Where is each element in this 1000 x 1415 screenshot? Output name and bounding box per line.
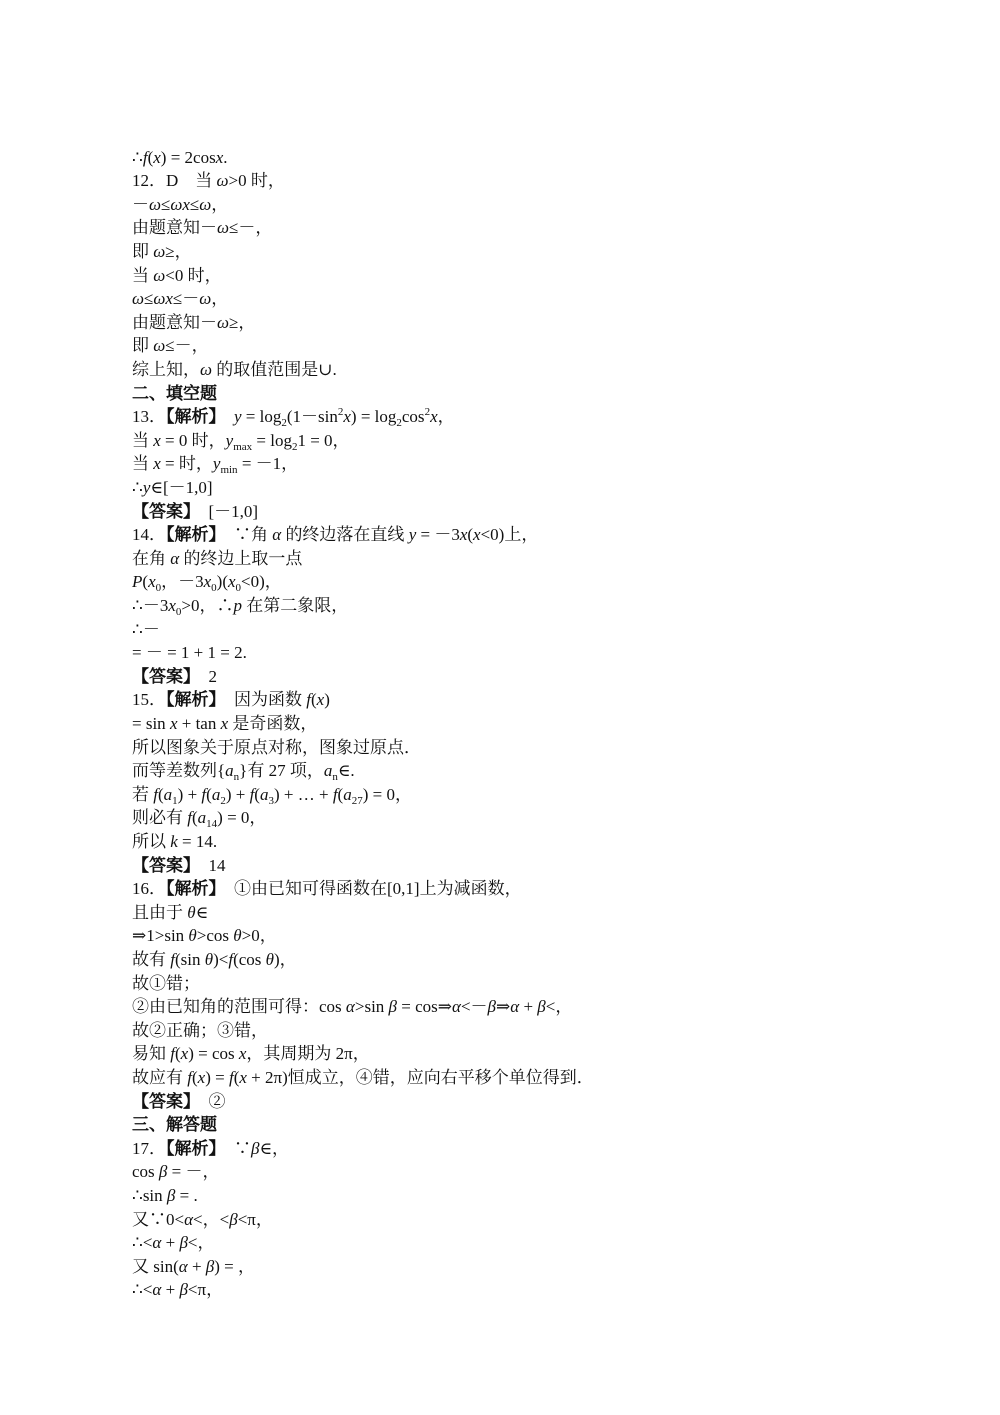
math-variable: x	[148, 572, 156, 592]
math-variable: ω	[153, 336, 166, 356]
math-variable: x	[153, 454, 161, 474]
text-run: (	[157, 784, 164, 804]
text-run: ) = 2cos	[160, 147, 216, 167]
math-variable: θ	[265, 949, 275, 969]
text-run: )<	[213, 949, 229, 969]
subscript: 1	[172, 794, 178, 807]
text-line	[132, 759, 355, 782]
text-run: (	[310, 690, 317, 710]
text-run: 又∵0<	[132, 1209, 185, 1229]
text-line	[132, 972, 200, 995]
math-variable: ω	[200, 359, 213, 379]
text-run: ≤	[189, 194, 200, 214]
math-variable: a	[343, 784, 352, 804]
text-run: ∴	[132, 477, 143, 497]
text-run: 当	[132, 454, 154, 474]
math-variable: x	[316, 690, 325, 710]
text-run: 则必有	[132, 808, 188, 828]
math-variable: ω	[153, 241, 166, 261]
math-variable: y	[234, 407, 242, 427]
text-run: + 2π)恒成立，④错，应向右平移个单位得到．	[246, 1067, 594, 1087]
text-line	[132, 1231, 215, 1254]
bold-label: 【解析】	[166, 879, 217, 899]
text-run: ∈[－1,0]	[150, 477, 213, 497]
text-run: >sin	[354, 997, 389, 1017]
text-run: cos	[401, 407, 425, 427]
text-run: ①由已知可得函数在[0,1]上为减函数，	[217, 879, 522, 899]
text-line	[132, 901, 208, 924]
math-variable: β	[388, 997, 398, 1017]
text-run: (cos	[233, 949, 266, 969]
math-variable: f	[306, 690, 311, 710]
text-run	[217, 407, 234, 426]
text-run: )(	[216, 572, 228, 592]
text-run: 由题意知－	[132, 218, 217, 238]
subscript: 2	[291, 440, 298, 453]
text-run: (1－sin	[286, 407, 338, 427]
math-variable: ωx	[170, 194, 190, 214]
bold-label: 【解析】	[166, 1138, 217, 1158]
text-run: = 0 时，	[160, 430, 226, 450]
text-run: 故②正确；③错，	[132, 1020, 268, 1040]
text-line	[132, 736, 421, 759]
text-line	[132, 712, 317, 735]
text-run: (	[142, 572, 149, 592]
bold-label: 【答案】	[132, 855, 192, 875]
text-line	[132, 995, 572, 1018]
math-variable: x	[238, 1044, 247, 1064]
math-variable: y	[225, 430, 234, 450]
math-variable: ω	[217, 312, 230, 332]
math-variable: a	[211, 784, 221, 804]
math-variable: β	[537, 997, 546, 1017]
math-variable: x	[203, 572, 212, 592]
text-run: ≤－，	[165, 336, 209, 356]
text-run: = － = 1 + 1 = 2.	[132, 643, 247, 663]
text-line	[132, 688, 330, 711]
math-variable: x	[168, 595, 176, 615]
math-variable: θ	[204, 949, 214, 969]
text-run: >0，	[241, 926, 277, 946]
math-variable: f	[249, 784, 255, 804]
text-line	[132, 924, 277, 947]
text-run: ∴－	[132, 619, 160, 639]
math-variable: f	[142, 147, 148, 167]
subscript: 0	[211, 582, 217, 595]
text-run: ∈.	[337, 761, 355, 781]
text-line	[132, 240, 192, 263]
bold-label: 【解析】	[166, 407, 217, 427]
text-run: 13．	[132, 407, 166, 427]
math-variable: f	[153, 784, 158, 804]
text-run: ∈	[195, 902, 209, 922]
text-run: 综上知，	[132, 359, 200, 379]
text-run: 当	[132, 430, 154, 450]
text-line	[132, 547, 302, 570]
text-run: ，	[211, 194, 229, 214]
bold-label: 【答案】	[132, 666, 192, 686]
text-line	[132, 1090, 226, 1113]
math-variable: x	[473, 525, 481, 545]
text-run: ) = 0，	[217, 808, 267, 828]
text-line	[132, 948, 297, 971]
text-run: 若	[132, 784, 154, 804]
text-line	[132, 594, 348, 617]
text-run: )	[324, 690, 330, 710]
text-run: 17．	[132, 1138, 166, 1158]
text-run: = －3	[416, 525, 460, 545]
text-run: ②	[191, 1091, 226, 1111]
text-run: )，	[274, 949, 297, 969]
text-run: 的取值范围是∪.	[212, 359, 337, 379]
subscript: 3	[268, 794, 274, 807]
subscript: n	[332, 771, 338, 784]
text-run: +	[161, 1233, 180, 1253]
subscript: 0	[235, 582, 242, 595]
text-run: ∴sin	[132, 1185, 167, 1205]
text-line	[132, 618, 160, 641]
text-run: 的终边上取一点	[179, 548, 303, 568]
text-run: (	[147, 147, 154, 167]
math-variable: β	[205, 1256, 215, 1276]
bold-label: 【答案】	[132, 501, 192, 521]
text-run: ≤－	[172, 289, 200, 309]
math-variable: x	[153, 147, 161, 167]
math-variable: α	[152, 1233, 162, 1253]
math-variable: ω	[216, 171, 229, 191]
text-run: = .	[175, 1185, 198, 1205]
math-variable: f	[187, 1067, 192, 1087]
math-variable: β	[179, 1280, 188, 1300]
math-variable: k	[170, 831, 178, 851]
superscript: 2	[424, 406, 431, 419]
text-run: 且由于	[132, 902, 188, 922]
section-heading	[132, 1113, 217, 1136]
text-run: 15．	[132, 690, 166, 710]
subscript: 0	[175, 605, 182, 618]
text-run: ) = ，	[214, 1256, 255, 1276]
text-line	[132, 429, 350, 452]
math-variable: x	[180, 1044, 189, 1064]
text-run: (	[191, 1067, 198, 1087]
text-run: <0 时，	[165, 265, 222, 285]
math-variable: f	[170, 1044, 175, 1064]
text-run: = cos⇒	[397, 997, 453, 1017]
text-line	[132, 854, 226, 877]
text-run: ，－3	[161, 572, 204, 592]
math-variable: β	[179, 1233, 188, 1253]
text-run: = －，	[167, 1162, 220, 1182]
text-run: <，	[545, 997, 573, 1017]
text-run: ≥，	[229, 312, 256, 332]
superscript: 2	[337, 406, 344, 419]
math-variable: a	[259, 784, 269, 804]
math-variable: ω	[132, 289, 145, 309]
math-variable: ω	[199, 289, 212, 309]
math-variable: x	[169, 713, 178, 733]
text-run: >0，∴	[181, 595, 234, 615]
text-run: 所以图象关于原点对称，图象过原点．	[132, 737, 421, 757]
math-variable: β	[166, 1185, 176, 1205]
math-variable: a	[163, 784, 173, 804]
math-variable: y	[408, 525, 417, 545]
text-run: (	[337, 784, 344, 804]
text-line	[132, 1019, 268, 1042]
text-run: (	[206, 784, 212, 804]
subscript: 2	[220, 794, 226, 807]
text-line	[132, 783, 412, 806]
text-line	[132, 216, 272, 239]
text-line	[132, 1255, 255, 1278]
text-run: ≥，	[165, 241, 192, 261]
text-run: ∴<	[132, 1280, 153, 1300]
text-run: <π，	[187, 1280, 224, 1300]
text-line	[132, 169, 285, 192]
text-run: (	[467, 525, 474, 545]
math-variable: f	[201, 784, 207, 804]
math-variable: f	[187, 808, 192, 828]
math-variable: θ	[188, 926, 197, 946]
text-line	[132, 806, 266, 829]
text-run: 1 = 0，	[297, 430, 350, 450]
text-line	[132, 641, 247, 664]
text-line	[132, 193, 228, 216]
text-run: ⇒	[496, 997, 511, 1017]
text-line	[132, 287, 228, 310]
text-run: 易知	[132, 1044, 171, 1064]
text-run: 所以	[132, 831, 171, 851]
bold-label: 二、填空题	[132, 383, 217, 403]
text-run: (sin	[174, 949, 205, 969]
text-run: <－	[460, 997, 488, 1017]
bold-label: 【答案】	[132, 1091, 192, 1111]
text-run: ≤	[161, 194, 171, 214]
text-run: (	[174, 1044, 181, 1064]
text-run: +	[519, 997, 538, 1017]
math-variable: a	[323, 761, 333, 781]
math-variable: x	[215, 147, 224, 167]
text-run: ，	[211, 289, 229, 309]
math-variable: θ	[233, 926, 242, 946]
text-run: 16．	[132, 879, 166, 899]
text-run: －	[132, 194, 149, 214]
text-run: ，	[437, 407, 455, 427]
text-run: ∵	[217, 1138, 251, 1158]
text-run: <0)，	[241, 572, 282, 592]
math-variable: α	[510, 997, 520, 1017]
text-line	[132, 476, 213, 499]
text-run: ) + … +	[273, 784, 333, 804]
math-variable: a	[197, 808, 207, 828]
text-run: 由题意知－	[132, 312, 217, 332]
subscript: 2	[396, 417, 402, 430]
text-line	[132, 146, 228, 169]
math-variable: x	[459, 525, 468, 545]
text-run: ⇒1>sin	[132, 926, 189, 946]
math-variable: β	[251, 1138, 260, 1158]
text-run: <，	[187, 1233, 215, 1253]
math-variable: ω	[217, 218, 230, 238]
text-line	[132, 877, 522, 900]
text-run: 2	[191, 666, 217, 686]
text-run: 又 sin(	[132, 1256, 179, 1276]
text-line	[132, 1160, 219, 1183]
text-run: .	[223, 147, 228, 167]
math-variable: θ	[187, 902, 196, 922]
text-run: (	[233, 1067, 240, 1087]
text-run: ∵角	[217, 525, 273, 545]
text-run: ②由已知角的范围可得：cos	[132, 997, 346, 1017]
text-line	[132, 264, 222, 287]
text-line	[132, 665, 217, 688]
text-line	[132, 1278, 223, 1301]
math-variable: β	[487, 997, 497, 1017]
bold-label: 三、解答题	[132, 1115, 217, 1135]
text-run: + tan	[177, 713, 221, 733]
text-line	[132, 405, 455, 428]
text-run: >cos	[196, 926, 234, 946]
subscript: 14	[206, 818, 218, 831]
math-variable: β	[229, 1209, 238, 1229]
text-run: = 时，	[160, 454, 213, 474]
subscript: 2	[281, 417, 287, 430]
text-run: <0)上，	[480, 525, 539, 545]
math-variable: f	[170, 949, 175, 969]
text-run: 故应有	[132, 1067, 188, 1087]
bold-label: 【解析】	[166, 690, 217, 710]
text-run: >0 时，	[228, 171, 285, 191]
text-run: = log	[252, 430, 292, 450]
text-run: 在第二象限，	[241, 595, 349, 615]
math-variable: P	[132, 572, 143, 592]
text-run: ) =	[205, 1067, 229, 1087]
text-run: = log	[241, 407, 282, 427]
section-heading	[132, 382, 217, 405]
text-run: +	[161, 1280, 180, 1300]
text-run: ) = 0，	[362, 784, 412, 804]
math-variable: α	[272, 525, 282, 545]
math-variable: f	[228, 949, 234, 969]
math-variable: x	[197, 1067, 206, 1087]
text-run: <π，	[237, 1209, 273, 1229]
math-variable: α	[178, 1256, 188, 1276]
math-variable: p	[233, 595, 242, 615]
text-run: 故①错；	[132, 973, 200, 993]
text-run: (	[191, 808, 198, 828]
text-run: 是奇函数，	[228, 713, 318, 733]
text-line	[132, 311, 255, 334]
text-run: 因为函数	[217, 690, 307, 710]
math-variable: α	[170, 548, 180, 568]
text-line	[132, 358, 337, 381]
text-run: cos	[132, 1162, 159, 1182]
text-line	[132, 452, 298, 475]
text-run: ) = cos	[188, 1044, 239, 1064]
subscript: max	[233, 440, 253, 453]
text-run: 14	[191, 855, 226, 875]
text-run: ∴	[132, 147, 143, 167]
text-run: ，其周期为 2π，	[246, 1044, 370, 1064]
text-run: = sin	[132, 713, 170, 733]
text-line	[132, 334, 209, 357]
math-variable: a	[225, 761, 234, 781]
math-variable: y	[212, 454, 221, 474]
text-line	[132, 500, 258, 523]
text-run: 即	[132, 241, 154, 261]
text-run: 14．	[132, 525, 166, 545]
subscript: 0	[155, 582, 162, 595]
math-variable: f	[228, 1067, 234, 1087]
text-run: 即	[132, 336, 154, 356]
text-run: = 14.	[177, 831, 218, 851]
text-run: +	[187, 1256, 206, 1276]
text-run: ∴<	[132, 1233, 153, 1253]
bold-label: 【解析】	[166, 525, 217, 545]
text-run: ) +	[225, 784, 250, 804]
text-line	[132, 830, 217, 853]
math-variable: x	[153, 430, 161, 450]
text-run: ≤	[144, 289, 154, 309]
math-variable: x	[220, 713, 229, 733]
text-line	[132, 1137, 289, 1160]
text-line	[132, 570, 282, 593]
math-variable: α	[184, 1209, 194, 1229]
text-run: 12．D 当	[132, 171, 217, 191]
text-line	[132, 1042, 370, 1065]
text-run: 而等差数列{	[132, 761, 226, 781]
math-variable: ω	[149, 194, 162, 214]
math-variable: β	[158, 1162, 168, 1182]
text-run: = －1，	[237, 454, 299, 474]
text-line	[132, 1066, 594, 1089]
text-run: [－1,0]	[191, 501, 259, 521]
math-variable: y	[142, 477, 151, 497]
text-run: <，<	[193, 1209, 230, 1229]
text-run: ∈，	[259, 1138, 290, 1158]
text-run: }有 27 项，	[239, 761, 324, 781]
text-line	[132, 1208, 273, 1231]
math-variable: x	[430, 407, 438, 427]
math-variable: x	[239, 1067, 247, 1087]
math-variable: α	[345, 997, 355, 1017]
text-line	[132, 523, 538, 546]
text-run: 在角	[132, 548, 171, 568]
math-variable: x	[227, 572, 236, 592]
math-variable: x	[343, 407, 351, 427]
text-run: ∴－3	[132, 595, 169, 615]
math-variable: α	[452, 997, 461, 1017]
text-run: ) = log	[350, 407, 397, 427]
text-line	[132, 1184, 198, 1207]
math-variable: f	[332, 784, 338, 804]
text-run: 的终边落在直线	[281, 525, 409, 545]
math-variable: ωx	[153, 289, 173, 309]
math-variable: ω	[153, 265, 166, 285]
math-variable: ω	[199, 194, 212, 214]
subscript: min	[220, 464, 238, 477]
subscript: n	[233, 771, 240, 784]
text-run: ≤－，	[229, 218, 273, 238]
text-run: 当	[132, 265, 154, 285]
text-run: 故有	[132, 949, 171, 969]
subscript: 27	[351, 794, 363, 807]
text-run: (	[254, 784, 260, 804]
math-variable: α	[152, 1280, 162, 1300]
text-run: ) +	[177, 784, 202, 804]
